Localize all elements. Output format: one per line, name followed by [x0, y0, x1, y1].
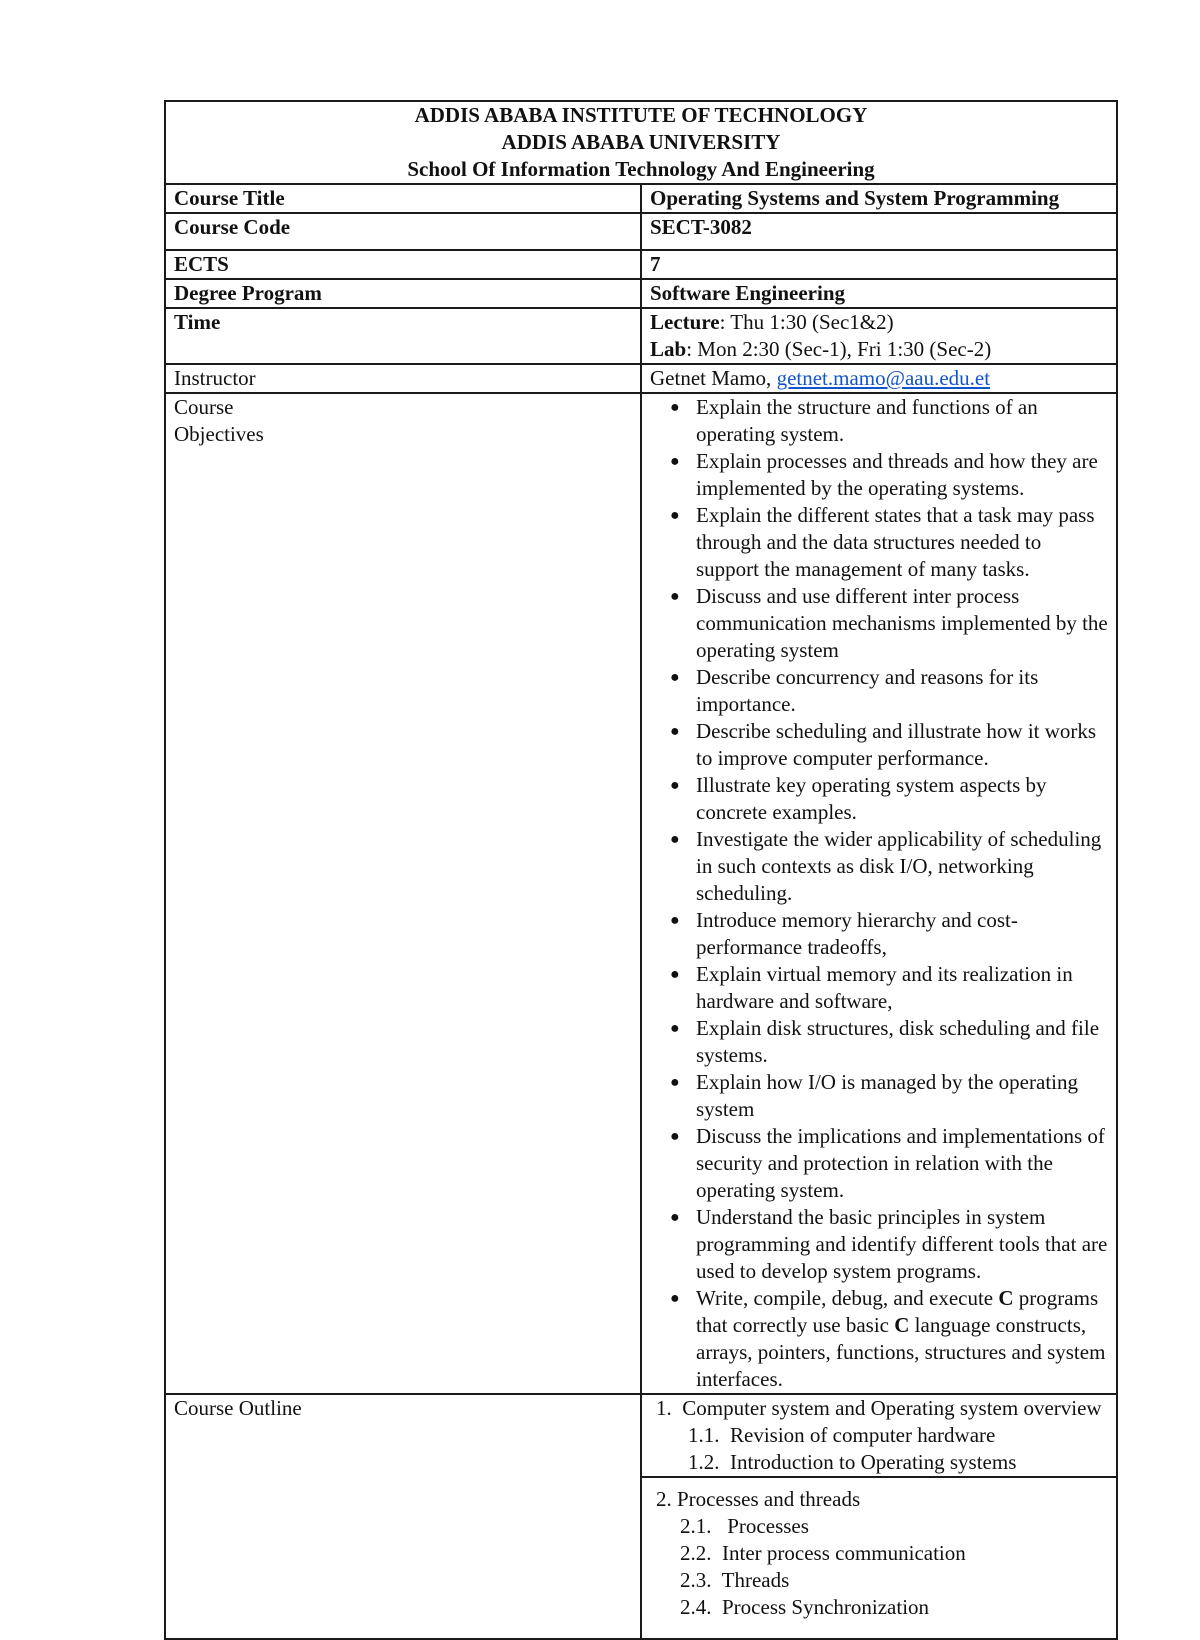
bullet-icon: ●	[670, 1020, 680, 1037]
course-code-value: SECT-3082	[641, 213, 1117, 250]
lecture-time: : Thu 1:30 (Sec1&2)	[719, 310, 894, 334]
ects-label: ECTS	[165, 250, 641, 279]
outline-row-1	[165, 1394, 1117, 1477]
course-title-row	[165, 184, 1117, 213]
objective-item: ● Explain virtual memory and its realization in hardware and software,	[670, 962, 1073, 1013]
outline-section-2	[641, 1477, 1117, 1639]
university-name: ADDIS ABABA UNIVERSITY	[501, 130, 781, 154]
objective-item: ● Illustrate key operating system aspects by concrete examples.	[670, 773, 1047, 824]
school-name: School Of Information Technology And Engineering	[407, 157, 875, 181]
bullet-icon: ●	[670, 669, 680, 686]
institution-header	[165, 101, 1117, 184]
instructor-row	[165, 364, 1117, 393]
outline-heading: 1. Computer system and Operating system overview	[656, 1396, 1102, 1420]
course-code-row	[165, 213, 1117, 250]
outline-section-1	[641, 1394, 1117, 1477]
ects-row	[165, 250, 1117, 279]
bullet-icon: ●	[670, 1209, 680, 1226]
lecture-line	[650, 309, 1108, 336]
objectives-list-cell	[641, 393, 1117, 1394]
objective-item: ● Explain the different states that a task may pass through and the data structures needed to support the management of many tasks.	[670, 503, 1095, 581]
objective-item: ● Explain the structure and functions of an operating system.	[670, 395, 1038, 446]
outline-heading: 2. Processes and threads	[656, 1487, 861, 1511]
bullet-icon: ●	[670, 912, 680, 929]
objective-item: ● Describe scheduling and illustrate how it works to improve computer performance.	[670, 719, 1097, 770]
objectives-label	[165, 393, 641, 1394]
bullet-icon: ●	[670, 1128, 680, 1145]
institution-name: ADDIS ABABA INSTITUTE OF TECHNOLOGY	[414, 103, 868, 127]
objectives-row	[165, 393, 1117, 1394]
outline-subitem: 2.1. Processes	[680, 1514, 809, 1538]
outline-label: Course Outline	[165, 1394, 641, 1639]
ects-value: 7	[641, 250, 1117, 279]
bullet-icon: ●	[670, 1074, 680, 1091]
time-row	[165, 308, 1117, 364]
objective-item: ● Investigate the wider applicability of scheduling in such contexts as disk I/O, networking scheduling.	[670, 827, 1102, 905]
objective-item: ● Explain how I/O is managed by the operating system	[670, 1070, 1078, 1121]
bullet-icon: ●	[670, 723, 680, 740]
outline-subitem: 2.3. Threads	[680, 1568, 790, 1592]
course-code-label: Course Code	[165, 213, 641, 250]
objectives-label-line2: Objectives	[174, 422, 264, 446]
outline-subitem: 1.2. Introduction to Operating systems	[688, 1450, 1017, 1474]
outline-subitem: 2.4. Process Synchronization	[680, 1595, 930, 1619]
header-row	[165, 101, 1117, 184]
lecture-label: Lecture	[650, 310, 720, 334]
syllabus-document	[164, 100, 1118, 1640]
objective-item: ● Explain disk structures, disk scheduling and file systems.	[670, 1016, 1100, 1067]
lab-line	[650, 336, 1108, 363]
objective-item: ● Discuss the implications and implementations of security and protection in relation with the operating system.	[670, 1124, 1105, 1202]
time-label: Time	[165, 308, 641, 364]
objectives-label-line1: Course	[174, 395, 234, 419]
degree-row	[165, 279, 1117, 308]
objective-item: ● Discuss and use different inter process communication mechanisms implemented by the operating system	[670, 584, 1108, 662]
bullet-icon: ●	[670, 399, 680, 416]
course-title-value: Operating Systems and System Programming	[641, 184, 1117, 213]
lab-time: : Mon 2:30 (Sec-1), Fri 1:30 (Sec-2)	[686, 337, 992, 361]
instructor-name: Getnet Mamo,	[650, 366, 777, 390]
objectives-list	[650, 394, 1108, 1393]
bullet-icon: ●	[670, 777, 680, 794]
degree-label: Degree Program	[165, 279, 641, 308]
bullet-icon: ●	[670, 966, 680, 983]
outline-subitem: 1.1. Revision of computer hardware	[688, 1423, 996, 1447]
objective-item: ● Describe concurrency and reasons for its importance.	[670, 665, 1039, 716]
objective-item: ● Write, compile, debug, and execute C programs that correctly use basic C language constructs, arrays, pointers, functions, structures and system interfaces.	[670, 1286, 1106, 1391]
objective-item: ● Explain processes and threads and how they are implemented by the operating systems.	[670, 449, 1098, 500]
bullet-icon: ●	[670, 831, 680, 848]
objective-item: ● Understand the basic principles in system programming and identify different tools that are used to develop system programs.	[670, 1205, 1108, 1283]
bullet-icon: ●	[670, 588, 680, 605]
time-value	[641, 308, 1117, 364]
instructor-label: Instructor	[165, 364, 641, 393]
outline-subitem: 2.2. Inter process communication	[680, 1541, 966, 1565]
bullet-icon: ●	[670, 453, 680, 470]
course-title-label: Course Title	[165, 184, 641, 213]
instructor-value	[641, 364, 1117, 393]
syllabus-table	[164, 100, 1118, 1640]
objective-item: ● Introduce memory hierarchy and cost-performance tradeoffs,	[670, 908, 1018, 959]
bullet-icon: ●	[670, 507, 680, 524]
instructor-email-link[interactable]: getnet.mamo@aau.edu.et	[776, 366, 991, 390]
degree-value: Software Engineering	[641, 279, 1117, 308]
lab-label: Lab	[650, 337, 687, 361]
bullet-icon: ●	[670, 1290, 680, 1307]
